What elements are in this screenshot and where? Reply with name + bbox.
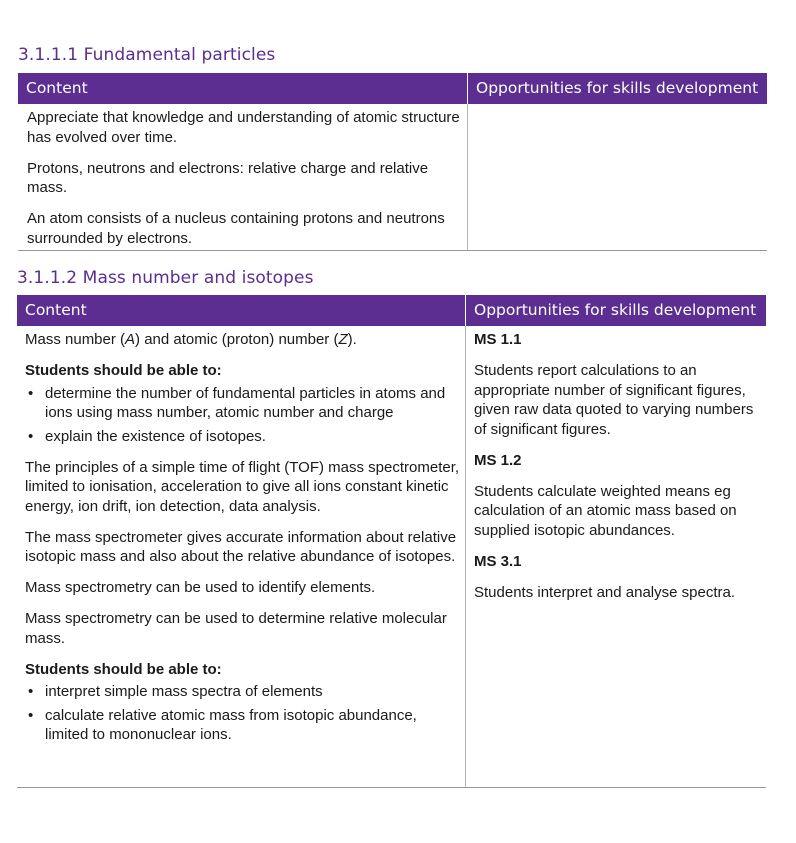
content-paragraph: Protons, neutrons and electrons: relative charge and relative mass. xyxy=(27,159,429,196)
content-paragraph: An atom consists of a nucleus containing protons and neutrons surrounded by electrons. xyxy=(27,210,445,247)
identify-elements-paragraph: Mass spectrometry can be used to identify elements. xyxy=(25,579,376,596)
skills-column-header: Opportunities for skills development xyxy=(466,295,766,326)
students-should-label: Students should be able to: xyxy=(25,660,222,678)
section-heading-fundamental-particles: 3.1.1.1 Fundamental particles xyxy=(18,45,276,65)
mass-number-paragraph: Mass number (A) and atomic (proton) number (Z). xyxy=(25,331,357,348)
students-should-label: Students should be able to: xyxy=(25,362,222,379)
skill-code: MS 1.1 xyxy=(474,331,522,348)
skill-code: MS 3.1 xyxy=(474,552,522,570)
tof-paragraph: The principles of a simple time of flight (TOF) mass spectrometer, limited to ionisation, acceleration to give all ions constant kinetic energy, ion drift, ion detection, data analysis. xyxy=(25,458,460,515)
list-item: • explain the existence of isotopes. xyxy=(25,427,461,447)
column-divider xyxy=(465,326,466,787)
mass-number-symbol: A xyxy=(125,331,136,348)
molecular-mass-paragraph: Mass spectrometry can be used to determine relative molecular mass. xyxy=(25,610,447,647)
skill-description: Students calculate weighted means eg calculation of an atomic mass based on supplied isotopic abundances. xyxy=(474,482,737,539)
content-cell xyxy=(25,330,461,756)
table-bottom-rule xyxy=(17,787,766,788)
skills-cell xyxy=(474,330,760,614)
skill-description: Students report calculations to an appropriate number of significant figures, given raw data quoted to varying numbers of significant figures. xyxy=(474,362,754,438)
column-divider xyxy=(467,104,468,250)
content-column-header: Content xyxy=(17,295,465,326)
skill-code: MS 1.2 xyxy=(474,451,522,469)
atomic-number-symbol: Z xyxy=(338,331,348,348)
section-heading-mass-number-isotopes: 3.1.1.2 Mass number and isotopes xyxy=(17,268,314,288)
list-item: • calculate relative atomic mass from isotopic abundance, limited to mononuclear ions. xyxy=(25,706,461,745)
bullet-list xyxy=(25,384,461,447)
bullet-list xyxy=(25,682,461,745)
skill-description: Students interpret and analyse spectra. xyxy=(474,583,735,601)
spectrometer-info-paragraph: The mass spectrometer gives accurate information about relative isotopic mass and also about the relative abundance of isotopes. xyxy=(25,528,457,565)
content-cell xyxy=(27,108,463,260)
fundamental-particles-table xyxy=(18,73,767,251)
list-item: • determine the number of fundamental particles in atoms and ions using mass number, atomic number and charge xyxy=(25,384,461,423)
content-paragraph: Appreciate that knowledge and understanding of atomic structure has evolved over time. xyxy=(27,109,460,146)
list-item: • interpret simple mass spectra of elements xyxy=(25,682,461,702)
skills-column-header: Opportunities for skills development xyxy=(468,73,767,104)
mass-number-isotopes-table xyxy=(17,295,766,789)
content-column-header: Content xyxy=(18,73,467,104)
